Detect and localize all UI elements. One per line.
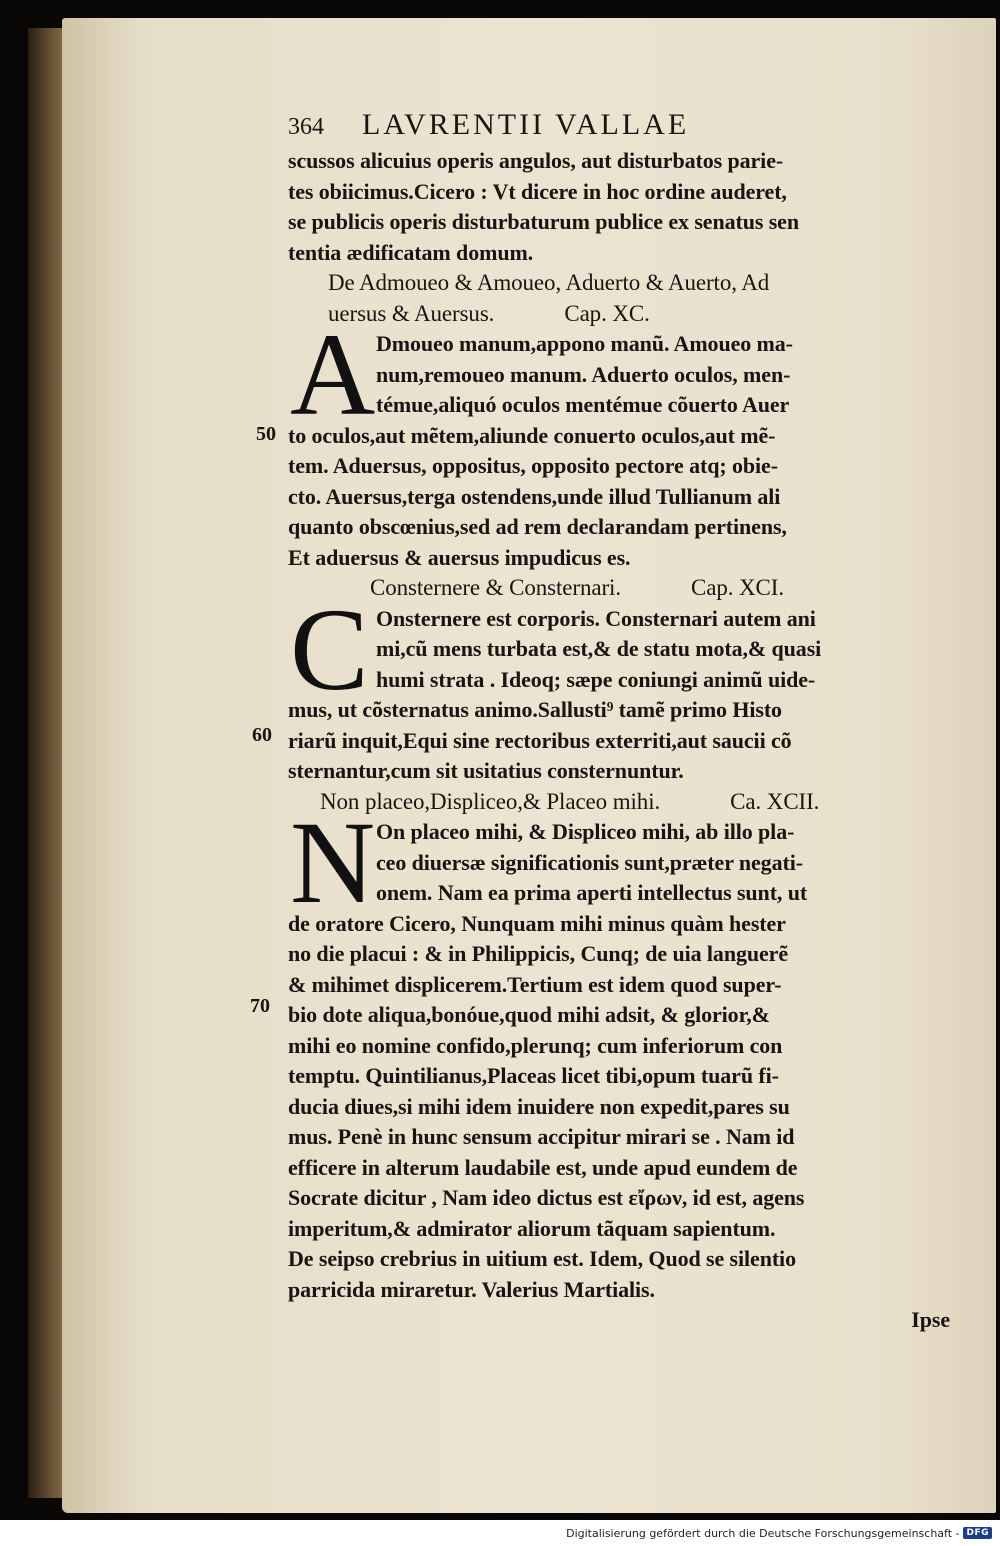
chapter-heading: De Admoueo & Amoueo, Aduerto & Auerto, Ad [328,270,770,295]
text-line: ducia diues,si mihi idem inuidere non expedit,pares su [288,1093,790,1119]
text-line: de oratore Cicero, Nunquam mihi minus quàm hester [288,910,786,936]
text-line: humi strata . Ideoq; sæpe coniungi animũ uide- [376,666,816,692]
chapter-heading-part: Non placeo,Displiceo,& Placeo mihi. [320,788,661,814]
footer-bar [0,1520,1000,1546]
text-line: num,remoueo manum. Aduerto oculos, men- [376,361,791,387]
chapter-heading [288,299,950,330]
text-line: riarũ inquit,Equi sine rectoribus exterriti,aut saucii cõ [288,727,792,753]
text-line: De seipso crebrius in uitium est. Idem, Quod se silentio [288,1246,796,1271]
chapter-heading [288,573,950,604]
text-line: On placeo mihi, & Displiceo mihi, ab illo pla- [376,819,795,844]
text-line: quanto obscœnius,sed ad rem declarandam pertinens, [288,514,787,539]
page-number: 364 [288,114,324,140]
text-line: Dmoueo manum,appono manũ. Amoueo ma- [376,331,793,356]
text-line: mihi eo nomine confido,plerunq; cum inferiorum con [288,1032,783,1058]
text-line: sternantur,cum sit usitatius consternuntur. [288,758,684,783]
margin-number: 50 [256,423,276,445]
chapter-label: Cap. XCI. [690,575,784,600]
drop-capital: A [290,309,376,440]
text-line: to oculos,aut mẽtem,aliunde conuerto oculos,aut mẽ- [288,422,776,448]
text-line: scussos alicuius operis angulos, aut disturbatos parie- [288,148,784,173]
text-line: témue,aliquó oculos mentémue cõuerto Auer [376,392,790,417]
chapter-label: Cap. XC. [564,300,650,326]
running-header [288,108,950,144]
text-line: mus, ut cõsternatus animo.Sallusti⁹ tamẽ primo Histo [288,697,782,722]
text-line: se publicis operis disturbaturum publice ex senatus sen [288,209,799,234]
text-line: cto. Auersus,terga ostendens,unde illud Tullianum ali [288,483,781,509]
text-line: no die placui : & in Philippicis, Cunq; de uia languerẽ [288,941,788,966]
text-line: bio dote aliqua,bonóue,quod mihi adsit, & glorior,& [288,1002,770,1027]
text-line: tentia ædificatam domum. [288,239,534,265]
text-line: onem. Nam ea prima aperti intellectus sunt, ut [376,880,808,905]
chapter-label: Ca. XCII. [730,788,820,814]
running-title: LAVRENTII VALLAE [362,108,690,141]
text-block [288,108,950,1336]
text-line: parricida miraretur. Valerius Martialis. [288,1276,655,1302]
text-line: tes obiicimus.Cicero : Vt dicere in hoc ordine auderet, [288,178,787,204]
drop-capital: C [290,583,369,715]
text-line: efficere in alterum laudabile est, unde apud eundem de [288,1154,798,1180]
text-line: & mihimet displicerem.Tertium est idem quod super- [288,971,782,997]
chapter-heading-part: uersus & Auersus. [328,300,495,326]
text-line: Onsternere est corporis. Consternari autem ani [376,605,816,631]
catchword: Ipse [911,1307,950,1332]
text-line: Et aduersus & auersus impudicus es. [288,544,631,570]
text-line: imperitum,& admirator aliorum tãquam sapientum. [288,1215,776,1241]
chapter-heading [288,787,950,818]
margin-number: 60 [252,724,272,746]
text-line: tem. Aduersus, oppositus, opposito pectore atq; obie- [288,453,778,478]
margin-number: 70 [250,995,270,1017]
chapter-heading-part: Consternere & Consternari. [370,575,621,600]
text-line: ceo diuersæ significationis sunt,præter negati- [376,849,803,875]
funding-credit: Digitalisierung gefördert durch die Deutsche Forschungsgemeinschaft - [566,1526,960,1540]
dfg-logo: DFG [963,1527,992,1539]
text-line: mus. Penè in hunc sensum accipitur mirari se . Nam id [288,1124,795,1149]
text-line: mi,cũ mens turbata est,& de statu mota,& quasi [376,636,822,661]
drop-capital: N [290,797,376,928]
text-line: temptu. Quintilianus,Placeas licet tibi,opum tuarũ fi- [288,1063,779,1088]
text-line: Socrate dicitur , Nam ideo dictus est εἴρων, id est, agens [288,1185,805,1210]
